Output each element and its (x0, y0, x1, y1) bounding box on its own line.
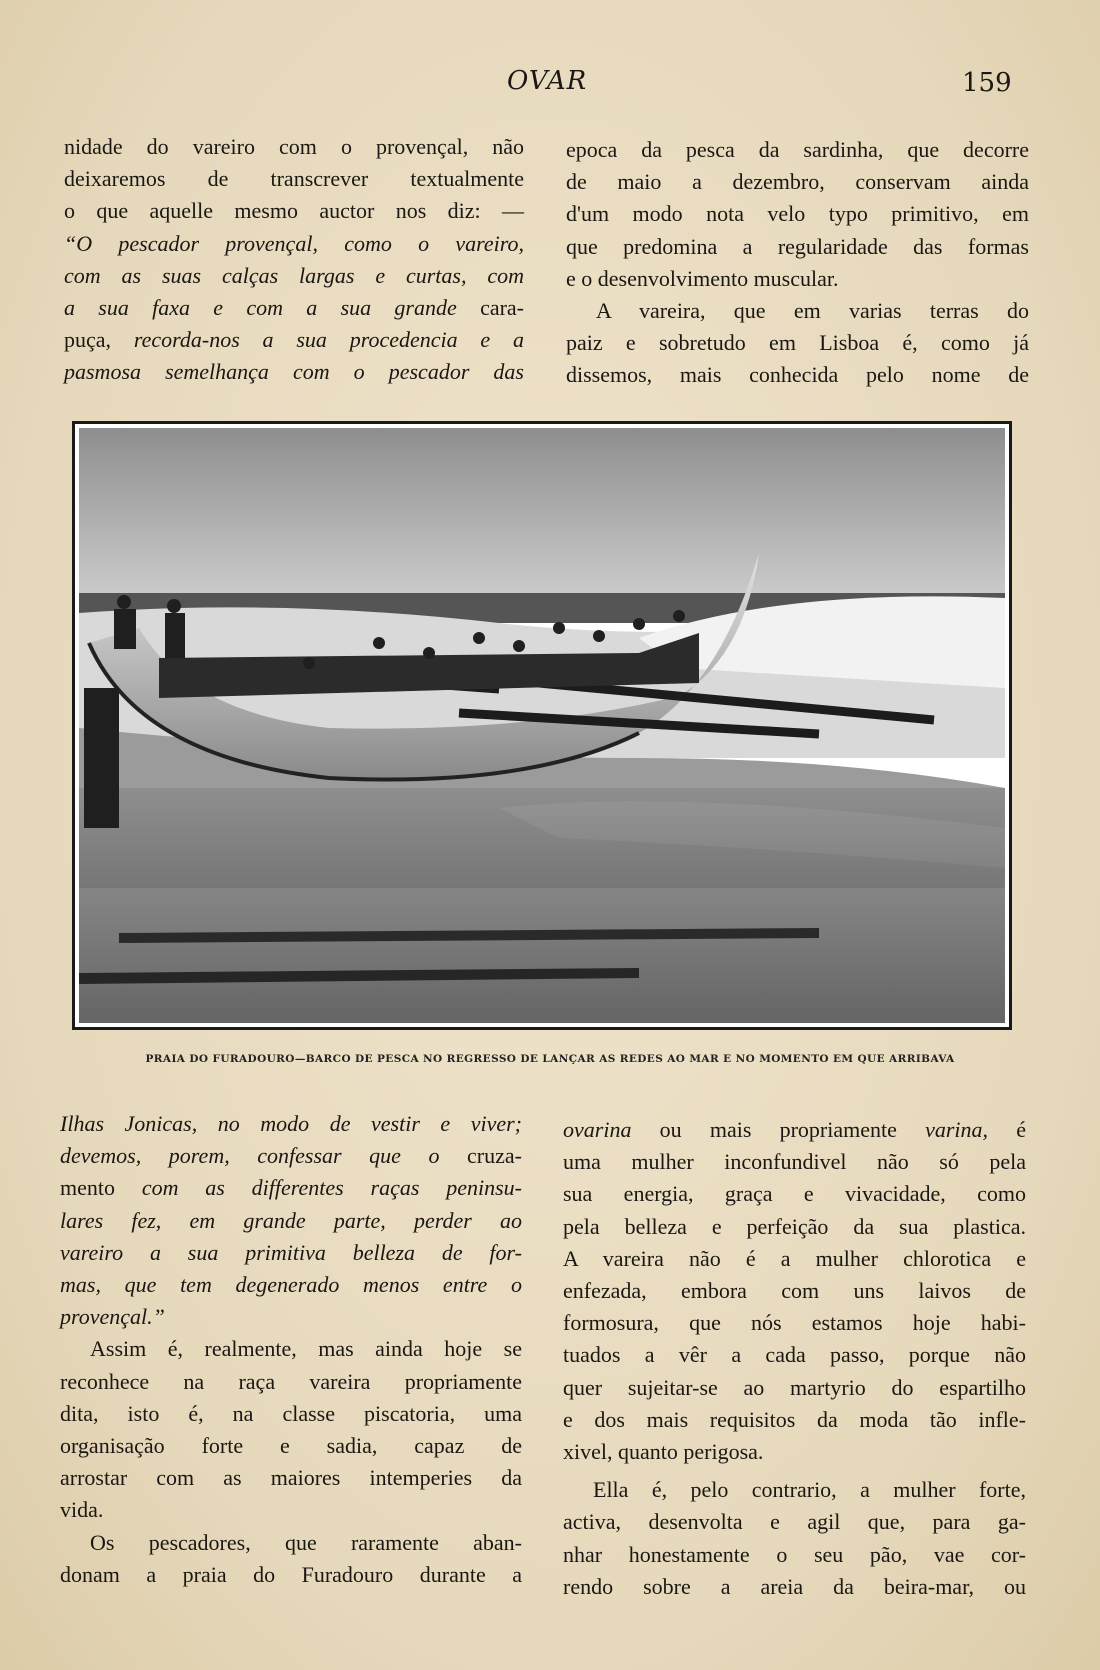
text-line: quer sujeitar-se ao martyrio do espartilho (563, 1374, 1026, 1400)
text-line: o que aquelle mesmo auctor nos diz: — (64, 198, 524, 224)
text-line: de maio a dezembro, conservam ainda (566, 169, 1029, 195)
text-line: nhar honestamente o seu pão, vae cor- (563, 1541, 1026, 1567)
text-line: donam a praia do Furadouro durante a (60, 1561, 522, 1587)
quote-fragment: recorda-nos a sua procedencia e a (133, 327, 525, 353)
text-line: dissemos, mais conhecida pelo nome de (566, 362, 1029, 388)
text-line: arrostar com as maiores intemperies da (60, 1465, 522, 1491)
quote-fragment: devemos, porem, confessar que o (60, 1143, 440, 1169)
text-line: uma mulher inconfundivel não só pela (563, 1149, 1026, 1175)
column-bottom-left (60, 1108, 522, 1591)
text-line: e o desenvolvimento muscular. (566, 265, 839, 291)
photograph-boat-on-beach (72, 421, 1012, 1030)
running-header (0, 62, 1100, 102)
column-top-left (64, 131, 524, 389)
text-line: d'um modo nota velo typo primitivo, em (566, 201, 1029, 227)
italic-term: ovarina (563, 1117, 632, 1142)
text-line: organisação forte e sadia, capaz de (60, 1433, 522, 1459)
text-line: paiz e sobretudo em Lisboa é, como já (566, 330, 1029, 356)
page-number: 159 (962, 68, 1012, 98)
text-line: epoca da pesca da sardinha, que decorre (566, 137, 1029, 162)
text-fragment: puça, (64, 327, 112, 353)
text-line: activa, desenvolta e agil que, para ga- (563, 1509, 1026, 1535)
quote-line (60, 1140, 522, 1172)
boat-photo-illustration (79, 428, 1005, 1023)
text-line: nidade do vareiro com o provençal, não (64, 134, 524, 159)
text-line: e dos mais requisitos da moda tão infle- (563, 1406, 1026, 1432)
quote-line: Ilhas Jonicas, no modo de vestir e viver; (60, 1111, 522, 1136)
running-title: OVAR (507, 66, 588, 96)
text-fragment: mento (60, 1175, 115, 1201)
text-fragment: cruza- (467, 1143, 522, 1169)
text-line: formosura, que nós estamos hoje habi- (563, 1310, 1026, 1336)
quote-line: provençal.” (60, 1304, 165, 1330)
text-fragment: ou mais propriamente (659, 1117, 897, 1142)
text-line: pela belleza e perfeição da sua plastica. (563, 1213, 1026, 1239)
quote-line: pasmosa semelhança com o pescador das (64, 359, 524, 385)
text-fragment: é (1016, 1117, 1027, 1142)
text-line: A vareira, que em varias terras do (596, 298, 1029, 324)
text-line: xivel, quanto perigosa. (563, 1439, 764, 1465)
text-line: Os pescadores, que raramente aban- (90, 1529, 522, 1555)
quote-line (60, 1172, 522, 1204)
quote-line: lares fez, em grande parte, perder ao (60, 1207, 522, 1233)
text-line: tuados a vêr a cada passo, porque não (563, 1342, 1026, 1368)
text-fragment: cara- (480, 295, 525, 321)
quote-fragment: a sua faxa e com a sua grande (64, 295, 457, 321)
text-line: que predomina a regularidade das formas (566, 233, 1029, 259)
text-line (563, 1114, 1026, 1146)
text-line: Assim é, realmente, mas ainda hoje se (90, 1336, 522, 1362)
text-line: Ella é, pelo contrario, a mulher forte, (593, 1477, 1026, 1503)
quote-line (64, 324, 524, 356)
text-line: enfezada, embora com uns laivos de (563, 1278, 1026, 1304)
quote-fragment: com as differentes raças peninsu- (141, 1175, 523, 1201)
italic-term: varina, (925, 1117, 989, 1142)
text-line: dita, isto é, na classe piscatoria, uma (60, 1400, 522, 1426)
column-top-right (566, 134, 1029, 392)
text-line: sua energia, graça e vivacidade, como (563, 1181, 1026, 1207)
text-line: deixaremos de transcrever textualmente (64, 166, 524, 192)
quote-line: mas, que tem degenerado menos entre o (60, 1272, 522, 1298)
column-bottom-right (563, 1114, 1026, 1603)
quote-line: vareiro a sua primitiva belleza de for- (60, 1239, 522, 1265)
text-line: rendo sobre a areia da beira-mar, ou (563, 1573, 1026, 1599)
text-line: A vareira não é a mulher chlorotica e (563, 1245, 1026, 1271)
quote-line: “O pescador provençal, como o vareiro, (64, 230, 524, 256)
text-line: reconhece na raça vareira propriamente (60, 1368, 522, 1394)
quote-line (64, 292, 524, 324)
quote-line: com as suas calças largas e curtas, com (64, 262, 524, 288)
text-line: vida. (60, 1497, 104, 1523)
photo-caption: PRAIA DO FURADOURO—BARCO DE PESCA NO REGRESSO DE LANÇAR AS REDES AO MAR E NO MOMENTO EM QUE ARRIBAVA (145, 1053, 955, 1065)
